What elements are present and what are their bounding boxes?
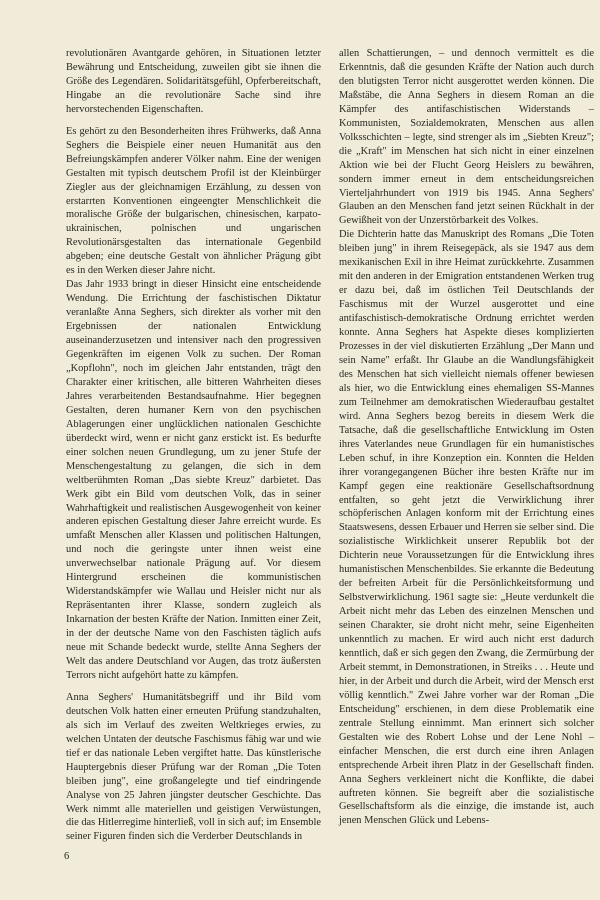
paragraph-shadings: allen Schattierungen, – und dennoch vermittelt es die Erkenntnis, daß die gesunden Kräfte der Nation auch durch den blutigsten Terror nicht ausgerottet werden können. Die Maßstäbe, die Anna Seghers in diesem Roman an die Kämpfer des antifaschistischen Widerstands – Kommunisten, Sozialdemokraten, Menschen aus allen Volksschichten – legte, sind strenger als im „Siebten Kreuz"; die „Kraft" im Menschen hat sich nicht in einer einzelnen Aktion wie bei der Flucht Georg Heislers zu bewähren, sondern immer erneut in dem entscheidungsreichen Vierteljahrhundert von 1919 bis 1945. Anna Seghers' Glauben an den Menschen fand jetzt seinen Rückhalt in der Gewißheit von der Unzerstörbarkeit des Volkes.: [339, 48, 594, 227]
paragraph-humanity-concept: Anna Seghers' Humanitätsbegriff und ihr Bild vom deutschen Volk hatten einer erneuten Prüfung standzuhalten, als sich im Verlauf des zweiten Weltkrieges erwies, zu welchen Untaten der deutsche Faschismus fähig war und wie tief er das nationale Leben vergiftet hatte. Das künstlerische Hauptergebnis dieser Prüfung war der Roman „Die Toten bleiben jung", eine großangelegte und tief eindringende Analyse von 25 Jahren jüngster deutscher Geschichte. Das Werk nimmt alle materiellen und geistigen Verwüstungen, die das Hitlerregime hinterließ, voll in sich auf; im Ensemble seiner Figuren finden sich die Verderber Deutschlands in: [66, 691, 321, 843]
paragraph-manuscript: Die Dichterin hatte das Manuskript des Romans „Die Toten bleiben jung" in ihrem Reisegepäck, als sie 1947 aus dem mexikanischen Exil in ihre Heimat zurückkehrte. Zusammen mit den anderen in der Emigration entstandenen Werken trug er dazu bei, daß im östlichen Teil Deutschlands der Faschismus mit der Wurzel ausgerottet und eine antifaschistisch-demokratische Ordnung errichtet werden konnte. Anna Seghers hat Aspekte dieses komplizierten Prozesses in der viel diskutierten Erzählung „Der Mann und sein Name" erfaßt. Ihr Glaube an die Wandlungsfähigkeit des Menschen hat sich vielleicht niemals offener bewiesen als hier, wo die Entwicklung eines ehemaligen SS-Mannes zum Teilnehmer am demokratischen Wiederaufbau gestaltet wird. Anna Seghers bezog bereits in diesem Werk die Tatsache, daß die gesellschaftliche Entwicklung im Osten ihres Vaterlandes neue Grundlagen für ein humanistisches Leben schuf, in ihre Konzeption ein. Konnten die Helden ihrer vorangegangenen Bücher ihre besten Kräfte nur im Kampf gegen eine reaktionäre Gesellschaftsordnung entfalten, so geht jetzt die Verwirklichung ihrer schöpferischen Anlagen konform mit der Errichtung eines Staatswesens, dessen Erbauer und Herren sie selber sind. Die sozialistische Wirklichkeit unserer Republik bot der Dichterin neue Voraussetzungen für die Entwicklung ihres humanistischen Menschenbildes. Sie erkannte die Bedeutung der befreiten Arbeit für die Persönlichkeitsformung und Selbstverwirklichung. 1961 sagte sie: „Heute verdunkelt die Arbeit nicht mehr das Leben des einzelnen Menschen und seinen Charakter, sie droht nicht mehr, seine Eigenheiten unkenntlich zu machen. Er wird auch nicht erst dadurch kenntlich, daß er sich gegen den Zwang, die Zermürbung der Arbeit stemmt, in Demonstrationen, in Streiks . . . Heute und hier, in der Arbeit und durch die Arbeit, wird der Mensch erst völlig kenntlich." Zwei Jahre vorher war der Roman „Die Entscheidung" erschienen, in dem diese Problematik eine zentrale Stellung einnimmt. Man erinnert sich solcher Gestalten wie des Robert Lohse und der Lene Nohl – einfacher Menschen, die erst durch eine ihren Anlagen entsprechende Arbeit ihren Platz in der Gesellschaft finden. Anna Seghers verkleinert nicht die Konflikte, die dabei auftreten können. Sie begreift aber die sozialistische Gesellschaftsform als die einzige, die imstande ist, auch jenen Menschen Glück und Lebens-: [339, 229, 594, 827]
left-text-column: [66, 47, 321, 844]
paragraph-early-work: Es gehört zu den Besonderheiten ihres Frühwerks, daß Anna Seghers die Beispiele einer neuen Humanität aus den Befreiungskämpfen anderer Völker nahm. Eine der wenigen Gestalten mit typisch deutschem Profil ist der Kleinbürger Ziegler aus der gleichnamigen Erzählung, zu dessen von erstarrten Konventionen eingeengter Menschlichkeit die moralische Größe der bulgarischen, chinesischen, karpato-ukrainischen, polnischen und ungarischen Revolutionärsgestalten das internationale Gegenbild abgeben; eine deutsche Gestalt von ähnlicher Prägung gibt es in den Werken dieser Jahre nicht.: [66, 125, 321, 277]
paragraph-1933: Das Jahr 1933 bringt in dieser Hinsicht eine entscheidende Wendung. Die Errichtung der faschistischen Diktatur veranlaßte Anna Seghers, sich direkter als vorher mit den Ergebnissen der nationalen Entwicklung auseinanderzusetzen und intensiver nach den progressiven Gegenkräften im eigenen Volk zu suchen. Der Roman „Kopflohn", noch im gleichen Jahr entstanden, trägt den Charakter einer kritischen, alle bitteren Wahrheiten dieses Jahres verarbeitenden Bestandsaufnahme. Hier begegnen Gestalten, deren humaner Kern von den psychischen Ablagerungen einer unglücklichen nationalen Geschichte überdeckt wird, wenn er nicht ganz erstickt ist. Es bedurfte einer solchen neuen Grundlegung, um zu jener Stufe der Menschengestaltung zu gelangen, die sich in dem weltberühmten Roman „Das siebte Kreuz" darbietet. Das Werk gibt ein Bild vom deutschen Volk, das in seiner Wahrhaftigkeit und realistischen Ausgewogenheit von keiner anderen epischen Gestaltung dieser Jahre erreicht wurde. Es umfaßt Menschen aller Klassen und politischen Haltungen, und noch die geringste unter ihnen weist eine unverwechselbar nationale Prägung auf. Vor diesem Hintergrund erscheinen die kommunistischen Widerstandskämpfer wie Wallau und Heisler nicht nur als Repräsentanten ihrer Klasse, sondern zugleich als Inkarnation der besten Kräfte der Nation. Inmitten einer Zeit, in der der deutsche Name von den Faschisten täglich aufs neue mit Schande bedeckt wurde, stellte Anna Seghers der Welt das andere Deutschland vor Augen, das trotz äußersten Terrors nicht aufgehört hatte zu kämpfen.: [66, 279, 321, 681]
paragraph-continuation: revolutionären Avantgarde gehören, in Situationen letzter Bewährung und Entscheidung, zuweilen gibt sie ihnen die Größe des Legendären. Solidaritätsgefühl, Opferbereitschaft, Hingabe an die revolutionäre Sache sind ihre hervorstechenden Eigenschaften.: [66, 48, 321, 115]
right-text-column: [339, 47, 594, 828]
page-number: 6: [64, 851, 70, 862]
